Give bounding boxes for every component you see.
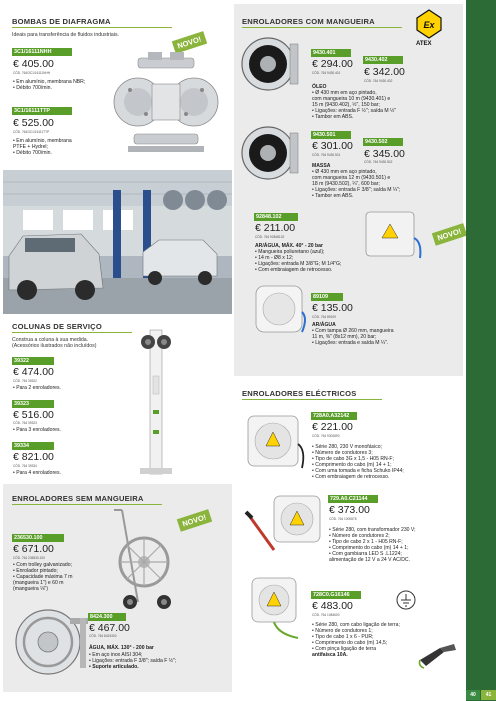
nohose-heading-2: ÁGUA, MÁX. 130° - 200 bar bbox=[89, 645, 154, 651]
oil-ref-b: CÓD. 764 9430.402 bbox=[364, 79, 393, 83]
nohose-rule bbox=[12, 504, 162, 505]
electric-price-1: € 221.00 bbox=[312, 421, 353, 433]
service-rule bbox=[12, 332, 132, 333]
diaphragm-subtitle: Ideais para transferência de fluidos industriais. bbox=[12, 32, 119, 38]
grease-ref-a: CÓD. 764 9430.501 bbox=[312, 153, 341, 157]
electric-ref-3: CÓD. 764 1084600 bbox=[312, 613, 340, 617]
nohose-price-2: € 467.00 bbox=[89, 622, 130, 634]
electric-code-1: 728A0.A32142 bbox=[311, 412, 357, 420]
diaphragm-ref-1: CÓD. 764/3C1/16111NHH bbox=[13, 71, 51, 75]
diaphragm-bullets-2: • Em alumínio, membrana PTFE + Hydrel; • Débito 700/min. bbox=[13, 138, 72, 157]
diaphragm-code-1: 3C1/16111NHH bbox=[12, 48, 72, 56]
oil-reel-image bbox=[240, 36, 302, 92]
service-code-2: 39323 bbox=[12, 400, 54, 408]
airwater-reel-image bbox=[362, 208, 432, 264]
atex-mark: Ex bbox=[423, 20, 435, 30]
page-number-right: 41 bbox=[481, 690, 496, 700]
diaphragm-rule bbox=[12, 27, 172, 28]
grease-code-a: 9430.501 bbox=[311, 131, 351, 139]
ground-icon bbox=[396, 590, 416, 610]
electric-code-3: 728C0.G16146 bbox=[311, 591, 361, 599]
oil-code-a: 9430.401 bbox=[311, 49, 351, 57]
diaphragm-price-2: € 525.00 bbox=[13, 117, 54, 129]
diaphragm-pump-image bbox=[108, 50, 224, 162]
airwater-heading: AR/ÁGUA, MÁX. 40° - 20 bar bbox=[255, 243, 323, 249]
service-subtitle: Construa a coluna à sua medida. (Acessórios ilustrados não incluídos) bbox=[12, 337, 97, 350]
service-price-2: € 516.00 bbox=[13, 409, 54, 421]
electric-code-2: 729.A0.C21144 bbox=[328, 495, 378, 503]
electric-bullets-3: • Série 280, com cabo ligação de terra; • Número de condutores 1; • Tipo de cabo 1 x 6 - PUR; • Comprimento do cabo (m) 14,5; • Com pinça ligação de terra antifaísca 10A. bbox=[312, 622, 400, 659]
airwater-code: 92848.102 bbox=[254, 213, 298, 221]
nohose-code-2: 8424.300 bbox=[88, 613, 126, 621]
electric-rule bbox=[242, 399, 382, 400]
electric-ref-2: CÓD. 764 1000878 bbox=[329, 517, 357, 521]
grease-ref-b: CÓD. 764 9430.502 bbox=[364, 160, 393, 164]
electric-bullets-2: • Série 280, com transformador 230 V; • Número de condutores 2; • Tipo de cabo 2 x 1 - H05 RN-F; • Comprimento do cabo (m) 14 + 1; • Com gambiarra LED S .L1224; alimentação de 12 V a 24 V AC/DC. bbox=[329, 527, 416, 564]
service-ref-3: CÓD. 764 39334 bbox=[13, 464, 37, 468]
service-ref-2: CÓD. 764 39323 bbox=[13, 421, 37, 425]
service-price-3: € 821.00 bbox=[13, 451, 54, 463]
nohose-title: ENROLADORES SEM MANGUEIRA bbox=[12, 494, 144, 503]
atex-label: ATEX bbox=[416, 41, 432, 47]
stainless-reel-image bbox=[10, 604, 92, 682]
electric-price-3: € 483.00 bbox=[312, 600, 353, 612]
airwater-ref: CÓD. 764 92848102 bbox=[255, 235, 285, 239]
diaphragm-title: BOMBAS DE DIAFRAGMA bbox=[12, 17, 111, 26]
diaphragm-bullets-1: • Em alumínio, membrana NBR; • Débito 700/min. bbox=[13, 79, 86, 92]
air-code: 89109 bbox=[311, 293, 343, 301]
workshop-photo bbox=[3, 170, 232, 314]
trolley-reel-image bbox=[108, 506, 178, 612]
service-title: COLUNAS DE SERVIÇO bbox=[12, 322, 102, 331]
grease-heading: MASSA bbox=[312, 163, 331, 169]
grease-reel-image bbox=[240, 124, 302, 182]
oil-heading: ÓLEO bbox=[312, 84, 327, 90]
electric-reel-3-image bbox=[244, 574, 310, 644]
electric-reel-2-image bbox=[240, 492, 328, 562]
grease-price-b: € 345.00 bbox=[364, 148, 405, 160]
nohose-ref-2: CÓD. 764 8424300 bbox=[89, 634, 117, 638]
nohose-bullets-1: • Com trolley galvanizado; • Enrolador pintado; • Capacidade máxima 7 m (mangueira 1") e 60 m (mangueira ⅛") bbox=[13, 562, 73, 593]
withhose-title: ENROLADORES COM MANGUEIRA bbox=[242, 17, 375, 26]
grease-price-a: € 301.00 bbox=[312, 140, 353, 152]
air-ref: CÓD. 764 89109 bbox=[312, 315, 336, 319]
airwater-price: € 211.00 bbox=[255, 222, 296, 234]
oil-price-b: € 342.00 bbox=[364, 66, 405, 78]
diaphragm-code-2: 3C1/16111TTP bbox=[12, 107, 72, 115]
oil-ref-a: CÓD. 764 9430.401 bbox=[312, 71, 341, 75]
nohose-new-badge: NOVO! bbox=[177, 509, 212, 531]
air-price: € 135.00 bbox=[312, 302, 353, 314]
service-bullet-2: • Para 3 enroladores. bbox=[13, 427, 61, 433]
service-code-1: 39322 bbox=[12, 357, 54, 365]
air-heading: AR/ÁGUA bbox=[312, 322, 336, 328]
withhose-new-badge: NOVO! bbox=[432, 223, 467, 245]
electric-title: ENROLADORES ELÉCTRICOS bbox=[242, 389, 357, 398]
service-code-3: 39334 bbox=[12, 442, 54, 450]
air-bullets: • Com tampa Ø 260 mm, mangueira 11 m, ⅜" (8x12 mm), 20 bar; • Ligações: entrada e saída M ¼". bbox=[312, 328, 394, 347]
electric-reel-1-image bbox=[242, 410, 312, 474]
withhose-rule bbox=[242, 27, 402, 28]
oil-bullets: • Ø 430 mm em aço pintado, com mangueira 10 m (9430.401) e 15 m (9430.402), ½", 150 bar; • Ligações: entrada F ½"; saída M ½" • Tambor em ABS. bbox=[312, 90, 397, 121]
oil-price-a: € 294.00 bbox=[312, 58, 353, 70]
nohose-bullets-2: • Em aço inox AISI 304; • Ligações: entrada F 3/8"; saída F ½"; • Suporte articulado. bbox=[89, 652, 177, 671]
service-column-image bbox=[126, 326, 186, 478]
nohose-price-1: € 671.00 bbox=[13, 543, 54, 555]
sidebar-strip bbox=[466, 0, 496, 701]
electric-bullets-1: • Série 280, 230 V monofásico; • Número de condutores 3; • Tipo de cabo 3G x 1,5 - H05 RN-F; • Comprimento do cabo (m) 14 + 1; • Com uma tomada e ficha Schuko IP44; • Com embraiagem de retrocesso. bbox=[312, 444, 404, 481]
grease-code-b: 9430.502 bbox=[363, 138, 403, 146]
airwater-bullets: • Mangueira poliuretano (azul); • 14 m - Ø8 x 12; • Ligações: entrada M 3/8"G; M 1/4"G; • Com embraiagem de retrocesso. bbox=[255, 249, 342, 274]
grease-bullets: • Ø 430 mm em aço pintado, com mangueira 12 m (9430.501) e 18 m (9430.502), ¼", 600 bar; • Ligações: entrada F 3/8"; saída M ¼"; • Tambor em ABS. bbox=[312, 169, 401, 200]
air-reel-image bbox=[252, 282, 308, 338]
nohose-ref-1: CÓD. 764 236530.100 bbox=[13, 556, 45, 560]
oil-code-b: 9430.402 bbox=[363, 56, 403, 64]
nohose-code-1: 236530.100 bbox=[12, 534, 64, 542]
diaphragm-ref-2: CÓD. 764/3C1/16111TTP bbox=[13, 130, 50, 134]
diaphragm-price-1: € 405.00 bbox=[13, 58, 54, 70]
service-bullet-1: • Para 2 enroladores. bbox=[13, 385, 61, 391]
clamp-image bbox=[418, 640, 458, 674]
service-bullet-3: • Para 4 enroladores. bbox=[13, 470, 61, 476]
page-number-left: 40 bbox=[466, 690, 480, 700]
electric-ref-1: CÓD. 764 9302890 bbox=[312, 434, 340, 438]
atex-logo bbox=[414, 8, 444, 42]
diaphragm-new-badge: NOVO! bbox=[172, 31, 207, 53]
service-ref-1: CÓD. 764 39322 bbox=[13, 379, 37, 383]
service-price-1: € 474.00 bbox=[13, 366, 54, 378]
electric-price-2: € 373.00 bbox=[329, 504, 370, 516]
